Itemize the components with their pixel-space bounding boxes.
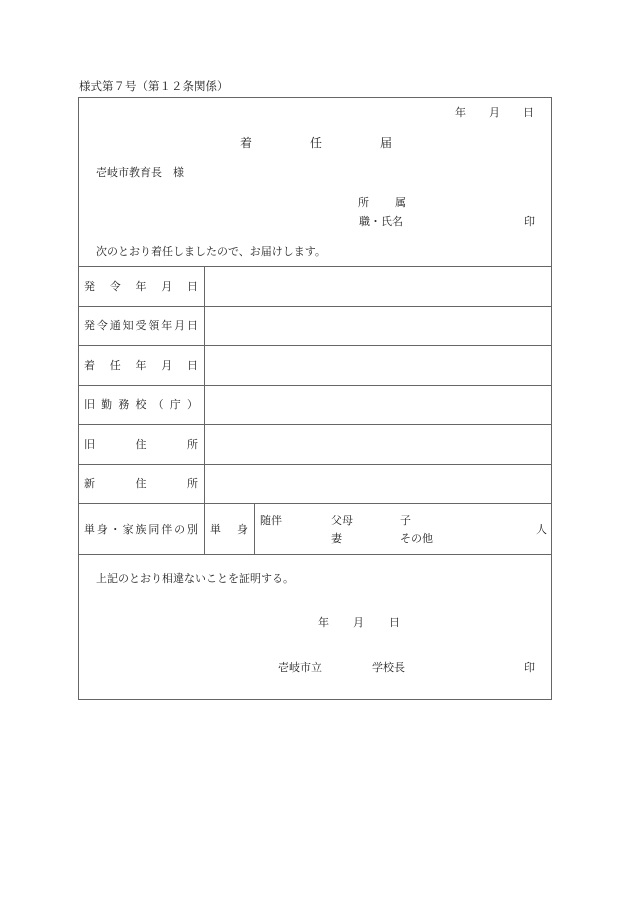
label-char: 身 — [96, 523, 108, 536]
title-char-3: 届 — [380, 136, 393, 150]
column-divider — [254, 503, 255, 554]
label-char: 令 — [109, 280, 121, 293]
former-school-field[interactable] — [205, 386, 551, 423]
children-label: 子 — [400, 514, 411, 527]
label-char: 新 — [84, 477, 95, 490]
row-label-former-school — [84, 399, 198, 410]
label-char: 校 — [135, 398, 147, 411]
form-number: 様式第７号（第１２条関係） — [79, 79, 229, 93]
label-char: 庁 — [169, 398, 181, 411]
single-option[interactable] — [210, 524, 248, 535]
label-char: 旧 — [84, 438, 95, 451]
label-char: 所 — [187, 438, 198, 451]
label-char: 任 — [109, 359, 121, 372]
label-char: 発 — [84, 280, 95, 293]
label-char: 年 — [135, 280, 147, 293]
accompany-count-field[interactable] — [440, 506, 530, 551]
label-char: 単 — [210, 523, 221, 536]
parents-label: 父母 — [331, 514, 353, 527]
label-char: 務 — [118, 398, 130, 411]
label-char: 受 — [135, 319, 147, 332]
divider — [78, 554, 552, 555]
principal-seal: 印 — [524, 661, 535, 674]
school-prefix: 壱岐市立 — [278, 661, 322, 674]
person-unit-label: 人 — [536, 523, 547, 536]
label-char: 日 — [187, 280, 198, 293]
label-char: 令 — [96, 319, 108, 332]
cert-day: 日 — [389, 616, 400, 629]
label-char: ・ — [109, 523, 121, 536]
label-char: （ — [152, 398, 164, 411]
label-char: 月 — [161, 359, 173, 372]
header-year: 年 — [455, 106, 466, 119]
label-char: 単 — [84, 523, 95, 536]
label-char: 同 — [148, 523, 160, 536]
label-char: 通 — [109, 319, 121, 332]
label-char: 月 — [161, 280, 173, 293]
label-char: 着 — [84, 359, 95, 372]
title-char-2: 任 — [310, 136, 323, 150]
spouse-label: 妻 — [331, 532, 342, 545]
label-char: 住 — [135, 438, 147, 451]
label-char: 旧 — [84, 398, 95, 411]
label-char: 族 — [135, 523, 147, 536]
label-char: 日 — [187, 319, 198, 332]
cert-year: 年 — [318, 616, 329, 629]
accompany-label: 随伴 — [260, 514, 282, 527]
label-char: 年 — [161, 319, 173, 332]
label-char: 住 — [135, 477, 147, 490]
affiliation-label-1: 所 — [358, 196, 369, 209]
label-char: 年 — [135, 359, 147, 372]
notice-received-date-field[interactable] — [205, 307, 551, 344]
label-char: 伴 — [161, 523, 173, 536]
label-char: 別 — [187, 523, 198, 536]
arrival-date-field[interactable] — [205, 346, 551, 384]
certification-statement: 上記のとおり相違ないことを証明する。 — [96, 572, 294, 585]
divider — [78, 503, 552, 504]
label-char: ） — [186, 398, 198, 411]
label-char: 所 — [187, 477, 198, 490]
cert-month: 月 — [353, 616, 364, 629]
others-label: その他 — [400, 532, 433, 545]
addressee: 壱岐市教育長 様 — [96, 166, 184, 179]
label-char: 日 — [187, 359, 198, 372]
row-label-appointment-date — [84, 281, 198, 292]
label-char: 勤 — [101, 398, 113, 411]
label-char: の — [174, 523, 186, 536]
appointment-date-field[interactable] — [205, 267, 551, 305]
principal-label: 学校長 — [372, 661, 405, 674]
seal-mark: 印 — [524, 215, 535, 228]
row-label-arrival-date — [84, 360, 198, 371]
row-label-notice-received-date — [84, 320, 198, 331]
affiliation-label-2: 属 — [395, 196, 406, 209]
school-name-field[interactable] — [325, 658, 370, 674]
new-address-field[interactable] — [205, 465, 551, 502]
name-label: 職・氏名 — [359, 215, 403, 228]
former-address-field[interactable] — [205, 425, 551, 463]
label-char: 身 — [237, 523, 248, 536]
label-char: 知 — [122, 319, 134, 332]
label-char: 月 — [174, 319, 186, 332]
label-char: 家 — [122, 523, 134, 536]
principal-name-field[interactable] — [410, 658, 520, 674]
intro-text: 次のとおり着任しましたので、お届けします。 — [96, 245, 326, 258]
affiliation-field[interactable] — [412, 193, 542, 209]
header-day: 日 — [523, 106, 534, 119]
title-char-1: 着 — [240, 136, 253, 150]
label-char: 領 — [148, 319, 160, 332]
row-label-former-address — [84, 439, 198, 450]
label-char: 発 — [84, 319, 95, 332]
header-month: 月 — [489, 106, 500, 119]
row-label-new-address — [84, 478, 198, 489]
row-label-family-status — [84, 524, 198, 535]
name-field[interactable] — [410, 212, 520, 228]
